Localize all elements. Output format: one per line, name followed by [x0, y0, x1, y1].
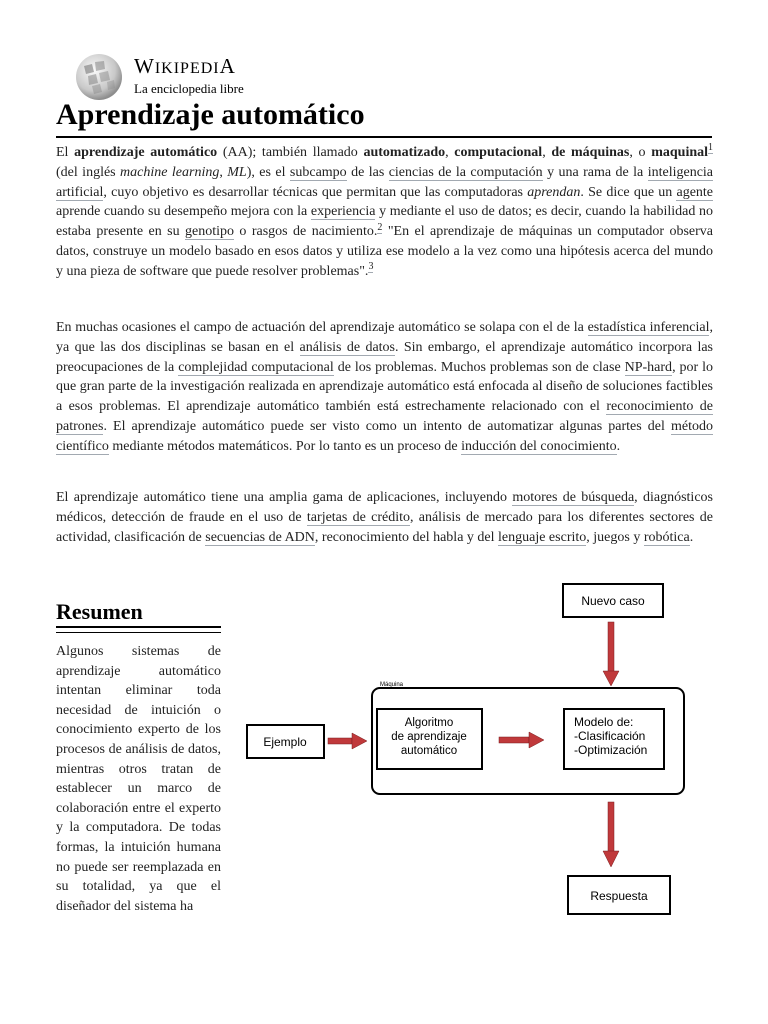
respuesta-label: Respuesta: [590, 889, 648, 903]
reference-2[interactable]: 2: [377, 221, 383, 233]
link-ciencias-computacion[interactable]: ciencias de la computación: [388, 164, 543, 180]
text: .: [616, 438, 621, 454]
link-complejidad-computacional[interactable]: complejidad computacional: [178, 359, 334, 375]
text: En muchas ocasiones el campo de actuación del aprendizaje automático se solapa con el de la: [56, 320, 588, 335]
text: . Se dice que un: [580, 184, 677, 200]
link-analisis-datos[interactable]: análisis de datos: [299, 339, 395, 355]
text: y mediante el uso de datos; es decir, cuando la habilidad no estaba presente en su: [56, 204, 713, 240]
bold-term: maquinal: [651, 145, 709, 160]
overlap-paragraph: [56, 318, 713, 457]
page-title: Aprendizaje automático: [56, 98, 365, 131]
wikipedia-tagline: La enciclopedia libre: [134, 81, 244, 96]
arrow-down-1-shaft: [608, 622, 614, 672]
link-genotipo[interactable]: genotipo: [185, 224, 234, 240]
text: o rasgos de nacimiento.: [234, 224, 378, 240]
text: de las: [346, 164, 389, 180]
link-subcampo[interactable]: subcampo: [289, 164, 347, 180]
wordmark-a: A: [219, 54, 236, 78]
text: "En el aprendizaje de máquinas un computador observa datos, construye un modelo basado en esos datos y utiliza ese modelo a la vez como una hipótesis acerca del mundo y una pieza de software que puede resolver problemas".: [56, 224, 713, 279]
resumen-paragraph: [56, 642, 221, 916]
text: mediante métodos matemáticos. Por lo tanto es un proceso de: [108, 438, 462, 454]
text: .: [689, 529, 694, 545]
text: ), es el: [246, 164, 290, 180]
nuevo-caso-label: Nuevo caso: [581, 594, 645, 608]
link-inteligencia-artificial[interactable]: inteligencia artificial: [56, 164, 714, 200]
text: , diagnósticos médicos, detección de fraude en el uso de: [56, 490, 713, 525]
arrow-down-1-head: [603, 671, 619, 686]
modelo-line-3: -Optimización: [574, 743, 648, 757]
text: , o: [629, 145, 652, 160]
modelo-line-1: Modelo de:: [574, 715, 634, 729]
modelo-line-2: -Clasificación: [574, 729, 646, 743]
text: El: [56, 145, 75, 160]
link-robotica[interactable]: robótica: [643, 529, 690, 545]
arrow-down-2-head: [603, 851, 619, 867]
text: El aprendizaje automático tiene una amplia gama de aplicaciones, incluyendo: [56, 490, 513, 505]
italic-term: ML: [227, 164, 247, 180]
reference-3[interactable]: 3: [368, 261, 374, 273]
section-divider: [56, 626, 221, 628]
text: , por lo que gran parte de la investigación realizada en aprendizaje automático está enfocada al diseño de soluciones factibles a esos problemas. El aprendizaje automático también está estrechamente relacionado con el: [56, 359, 713, 415]
wordmark-ikipedi: IKIPEDI: [154, 60, 220, 77]
italic-term: aprendan: [527, 184, 581, 200]
link-tarjetas-credito[interactable]: tarjetas de crédito: [306, 509, 410, 525]
bold-term: aprendizaje automático: [74, 145, 218, 160]
link-estadistica-inferencial[interactable]: estadística inferencial: [587, 320, 710, 335]
bold-term: automatizado: [363, 145, 446, 160]
text: ,: [445, 145, 455, 160]
machine-learning-diagram: [240, 578, 700, 928]
arrow-right-2-shaft: [499, 737, 529, 743]
applications-paragraph: [56, 488, 713, 547]
wordmark-w: W: [134, 54, 155, 78]
title-divider: [56, 136, 712, 138]
text: , cuyo objetivo es desarrollar técnicas que permitan que las computadoras: [103, 184, 528, 200]
wikipedia-wordmark[interactable]: [134, 55, 244, 80]
algoritmo-line-2: de aprendizaje: [391, 731, 467, 743]
arrow-down-2-shaft: [608, 802, 614, 852]
link-experiencia[interactable]: experiencia: [310, 204, 376, 220]
reference-1[interactable]: 1: [708, 142, 714, 154]
text: ,: [219, 164, 228, 180]
section-divider-thin: [56, 632, 221, 633]
text: . Sin embargo, el aprendizaje automático incorpora las preocupaciones de la: [56, 339, 713, 375]
arrow-right-1-head: [352, 733, 367, 749]
text: , ya que las dos disciplinas se basan en el: [56, 320, 713, 355]
text: y una rama de la: [542, 164, 648, 180]
link-induccion-conocimiento[interactable]: inducción del conocimiento: [461, 438, 617, 454]
link-motores-busqueda[interactable]: motores de búsqueda: [512, 490, 635, 505]
bold-term: de máquinas: [551, 145, 630, 160]
text: . El aprendizaje automático puede ser visto como un intento de automatizar algunas partes del: [103, 418, 671, 434]
text: , juegos y: [586, 529, 644, 545]
text: de los problemas. Muchos problemas son de clase: [333, 359, 625, 375]
text: aprende cuando su desempeño mejora con la: [56, 204, 311, 220]
ejemplo-label: Ejemplo: [263, 735, 307, 749]
intro-paragraph: [56, 143, 713, 282]
algoritmo-line-1: Algoritmo: [404, 717, 454, 729]
text: , análisis de mercado para los diferentes sectores de actividad, clasificación de: [56, 509, 713, 545]
link-secuencias-adn[interactable]: secuencias de ADN: [205, 529, 315, 545]
link-reconocimiento-patrones[interactable]: reconocimiento de patrones: [56, 399, 713, 434]
italic-term: machine learning: [120, 164, 220, 180]
link-lenguaje-escrito[interactable]: lenguaje escrito: [498, 529, 587, 545]
section-heading-resumen: Resumen: [56, 599, 143, 624]
resumen-text: Algunos sistemas de aprendizaje automático intentan eliminar toda necesidad de intuición o conocimiento experto de los procesos de análisis de datos, mientras otros tratan de establecer un marco de colaboración entre el experto y la computadora. De todas formas, la intuición humana no puede ser reemplazada en su totalidad, ya que el diseñador del sistema ha: [56, 644, 221, 914]
link-metodo-cientifico[interactable]: método científico: [56, 418, 713, 454]
link-agente[interactable]: agente: [676, 184, 714, 200]
text: ,: [542, 145, 552, 160]
bold-term: computacional: [454, 145, 543, 160]
wikipedia-globe-logo[interactable]: [74, 52, 124, 102]
text: (del inglés: [56, 164, 121, 180]
maquina-label: Máquina: [380, 682, 404, 688]
algoritmo-line-3: automático: [400, 745, 458, 757]
text: , reconocimiento del habla y del: [314, 529, 499, 545]
arrow-right-1-shaft: [328, 738, 352, 744]
text: (AA); también llamado: [217, 145, 364, 160]
link-np-hard[interactable]: NP-hard: [624, 359, 673, 375]
